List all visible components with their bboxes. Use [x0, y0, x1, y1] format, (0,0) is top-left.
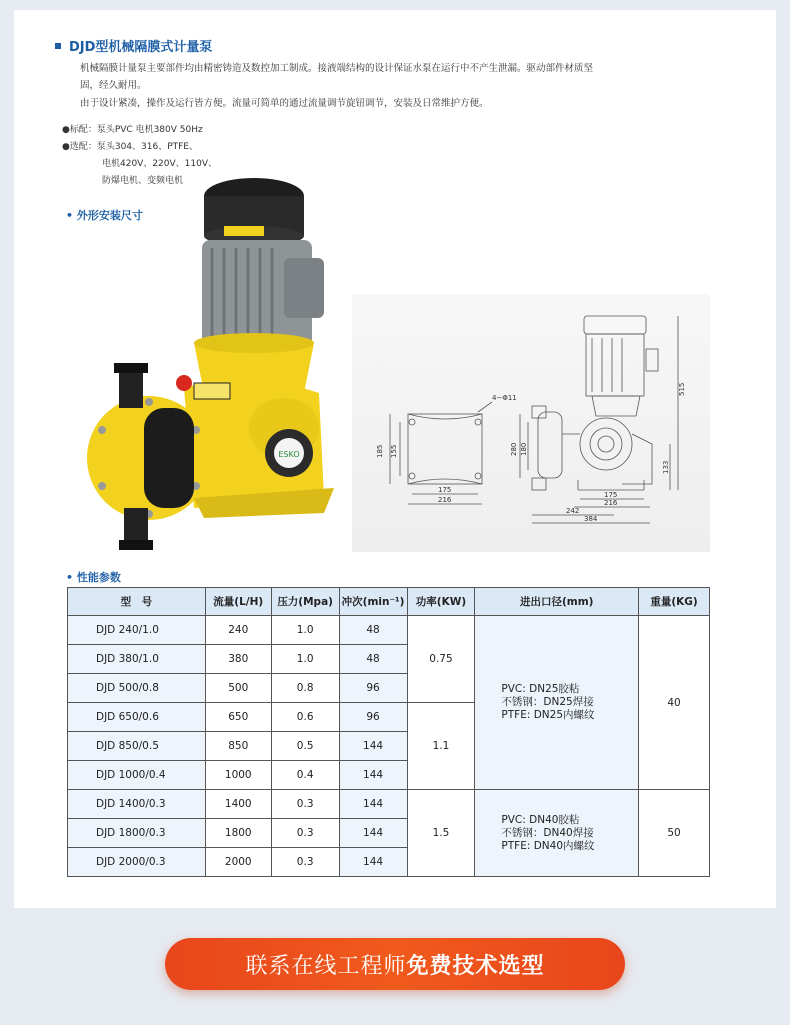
red-indicator — [176, 375, 192, 391]
optional-config: ●选配：泵头304、316、PTFE、 — [62, 142, 198, 152]
outlet-valve — [119, 368, 143, 408]
cell-strokes: 144 — [339, 761, 407, 790]
dimensions-heading: • 外形安装尺寸 — [66, 209, 143, 222]
cell-power: 1.5 — [407, 790, 475, 877]
cell-flow: 850 — [205, 732, 271, 761]
cell-model: DJD 380/1.0 — [68, 645, 206, 674]
dim-right-180: 180 — [520, 442, 528, 456]
dim-left-155: 155 — [390, 444, 398, 458]
cell-strokes: 144 — [339, 819, 407, 848]
dim-left-185: 185 — [376, 444, 384, 458]
cell-pressure: 0.6 — [271, 703, 339, 732]
pump-product-image — [84, 168, 344, 558]
cell-flow: 650 — [205, 703, 271, 732]
header-strokes: 冲次(min⁻¹) — [339, 588, 407, 616]
dim-right-175: 175 — [604, 491, 618, 499]
port-ptfe-dn40: PTFE: DN40内螺纹 — [501, 839, 595, 852]
cell-strokes: 48 — [339, 616, 407, 645]
port-ss-dn40: 不锈钢：DN40焊接 — [501, 826, 594, 839]
cell-pressure: 0.3 — [271, 819, 339, 848]
cta-text-bold: 免费技术选型 — [406, 953, 545, 979]
cta-text: 联系在线工程师 — [245, 953, 407, 979]
base-top-view — [408, 414, 482, 484]
description-line-1: 机械隔膜计量泵主要部件均由精密铸造及数控加工制成。接液端结构的设计保证水泵在运行中不产生泄漏。驱动部件材质坚 — [80, 63, 594, 74]
cell-flow: 240 — [205, 616, 271, 645]
motor-side — [586, 334, 644, 396]
cell-model: DJD 850/0.5 — [68, 732, 206, 761]
title-bullet — [55, 43, 61, 49]
description-line-3: 由于设计紧凑，操作及运行皆方便。流量可简单的通过流量调节旋钮调节，安装及日常维护方便。 — [80, 98, 489, 109]
cell-model: DJD 240/1.0 — [68, 616, 206, 645]
port-pvc-dn25: PVC: DN25胶粘 — [501, 683, 580, 695]
cell-pressure: 0.4 — [271, 761, 339, 790]
dim-right-216: 216 — [604, 499, 618, 507]
knob-logo: ESKO — [278, 450, 300, 459]
dim-left-175: 175 — [438, 486, 452, 494]
cell-flow: 500 — [205, 674, 271, 703]
cell-weight: 40 — [639, 616, 710, 790]
dim-right-384: 384 — [584, 515, 598, 523]
performance-table — [67, 587, 710, 877]
pump-head-body — [144, 408, 194, 508]
performance-heading: • 性能参数 — [66, 571, 121, 584]
cell-strokes: 144 — [339, 790, 407, 819]
cell-flow: 1000 — [205, 761, 271, 790]
table-header-row — [68, 588, 710, 616]
table-row — [68, 790, 710, 819]
title-text: DJD型机械隔膜式计量泵 — [69, 40, 213, 55]
contact-engineer-button[interactable] — [165, 938, 625, 990]
port-ptfe-dn25: PTFE: DN25内螺纹 — [501, 709, 595, 721]
cell-model: DJD 1400/0.3 — [68, 790, 206, 819]
standard-config: ●标配：泵头PVC 电机380V 50Hz — [62, 125, 203, 135]
dimension-drawing-panel — [352, 294, 710, 552]
cell-model: DJD 1000/0.4 — [68, 761, 206, 790]
header-ports: 进出口径(mm) — [475, 588, 639, 616]
cell-weight: 50 — [639, 790, 710, 877]
cell-strokes: 48 — [339, 645, 407, 674]
dim-hole-label: 4−Φ11 — [492, 394, 517, 402]
cell-pressure: 1.0 — [271, 616, 339, 645]
gear-housing-side — [580, 418, 632, 470]
optional-config-motor-types: 防爆电机、变频电机 — [102, 176, 184, 186]
description-line-2: 固，经久耐用。 — [80, 80, 147, 91]
cell-strokes: 144 — [339, 848, 407, 877]
cell-model: DJD 1800/0.3 — [68, 819, 206, 848]
cell-pressure: 0.3 — [271, 790, 339, 819]
cell-pressure: 0.5 — [271, 732, 339, 761]
motor-fan-side — [584, 316, 646, 334]
dim-right-515: 515 — [678, 382, 686, 396]
cell-model: DJD 500/0.8 — [68, 674, 206, 703]
cell-flow: 380 — [205, 645, 271, 674]
cell-pressure: 0.3 — [271, 848, 339, 877]
dim-right-242: 242 — [566, 507, 580, 515]
cell-power: 0.75 — [407, 616, 475, 703]
cell-ports-dn40 — [475, 790, 639, 877]
header-flow: 流量(L/H) — [205, 588, 271, 616]
header-pressure: 压力(Mpa) — [271, 588, 339, 616]
dim-right-133: 133 — [662, 460, 670, 474]
cell-pressure: 0.8 — [271, 674, 339, 703]
cell-model: DJD 2000/0.3 — [68, 848, 206, 877]
cell-strokes: 96 — [339, 703, 407, 732]
page-title — [55, 36, 212, 55]
cell-strokes: 144 — [339, 732, 407, 761]
cell-flow: 1800 — [205, 819, 271, 848]
port-pvc-dn40: PVC: DN40胶粘 — [501, 813, 580, 826]
terminal-box — [284, 258, 324, 318]
cell-flow: 2000 — [205, 848, 271, 877]
optional-config-motor: 电机420V、220V、110V、 — [102, 159, 218, 169]
port-ss-dn25: 不锈钢：DN25焊接 — [501, 696, 594, 708]
table-row — [68, 616, 710, 645]
cell-power: 1.1 — [407, 703, 475, 790]
cell-model: DJD 650/0.6 — [68, 703, 206, 732]
motor-direction-label — [224, 226, 264, 236]
pump-head-side — [538, 412, 562, 478]
header-power: 功率(KW) — [407, 588, 475, 616]
cell-flow: 1400 — [205, 790, 271, 819]
cell-strokes: 96 — [339, 674, 407, 703]
cell-pressure: 1.0 — [271, 645, 339, 674]
cell-ports-dn25 — [475, 616, 639, 790]
dimension-drawing — [352, 294, 710, 552]
dim-left-216: 216 — [438, 496, 452, 504]
dim-right-280: 280 — [510, 442, 518, 456]
header-model: 型 号 — [68, 588, 206, 616]
header-weight: 重量(KG) — [639, 588, 710, 616]
